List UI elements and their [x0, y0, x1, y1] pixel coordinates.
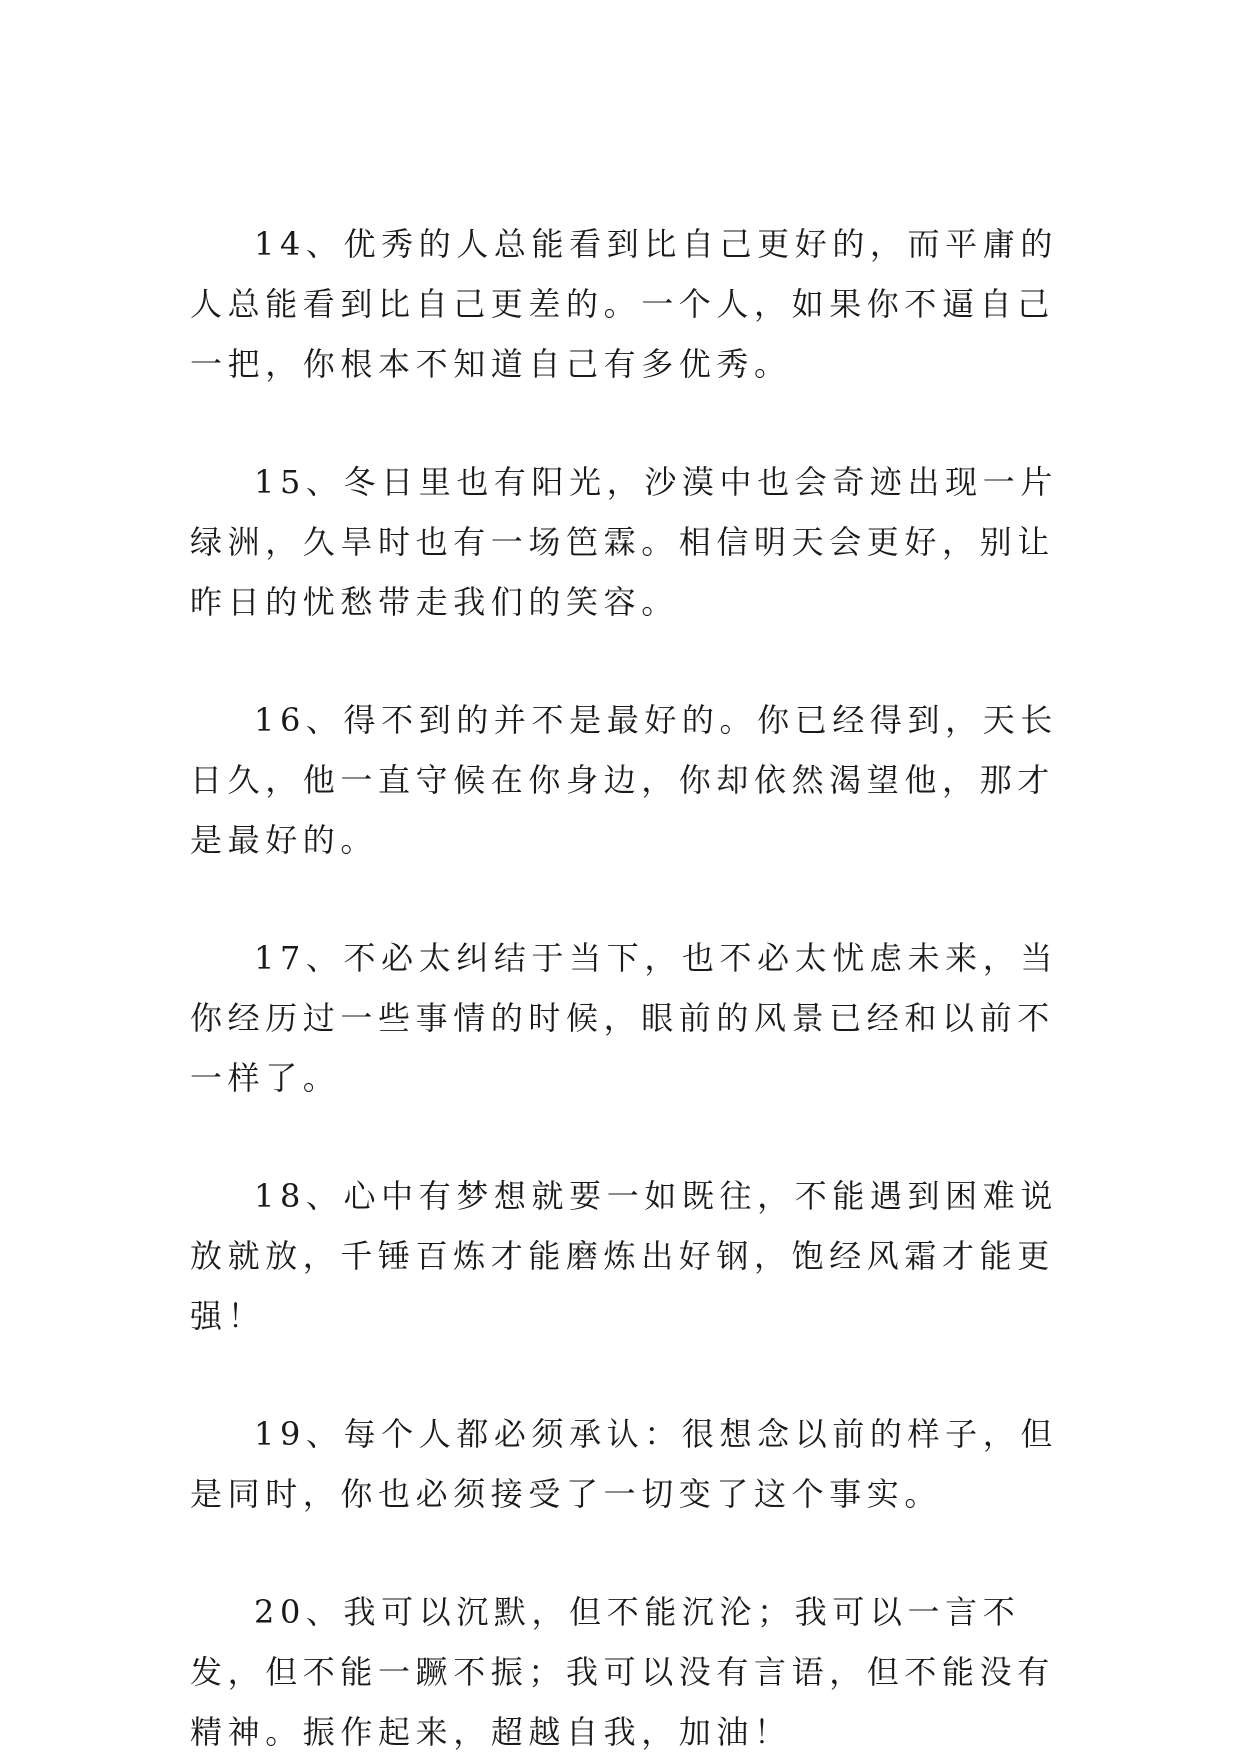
paragraph-15: 15、冬日里也有阳光，沙漠中也会奇迹出现一片绿洲，久旱时也有一场笆霖。相信明天会更好，别让昨日的忧愁带走我们的笑容。 — [190, 463, 1058, 621]
paragraph-14: 14、优秀的人总能看到比自己更好的，而平庸的人总能看到比自己更差的。一个人，如果你不逼自己一把，你根本不知道自己有多优秀。 — [190, 225, 1058, 383]
paragraph-18: 18、心中有梦想就要一如既往，不能遇到困难说放就放，千锤百炼才能磨炼出好钢，饱经风霜才能更强！ — [190, 1177, 1058, 1335]
paragraph-19: 19、每个人都必须承认：很想念以前的样子，但是同时，你也必须接受了一切变了这个事实。 — [190, 1415, 1058, 1513]
paragraph-16: 16、得不到的并不是最好的。你已经得到，天长日久，他一直守候在你身边，你却依然渴望他，那才是最好的。 — [190, 701, 1058, 859]
paragraph-20: 20、我可以沉默，但不能沉沦；我可以一言不发，但不能一蹶不振；我可以没有言语，但不能没有精神。振作起来，超越自我，加油！ — [190, 1593, 1055, 1751]
document-body — [190, 214, 1070, 1762]
paragraph-17: 17、不必太纠结于当下，也不必太忧虑未来，当你经历过一些事情的时候，眼前的风景已经和以前不一样了。 — [190, 939, 1058, 1097]
